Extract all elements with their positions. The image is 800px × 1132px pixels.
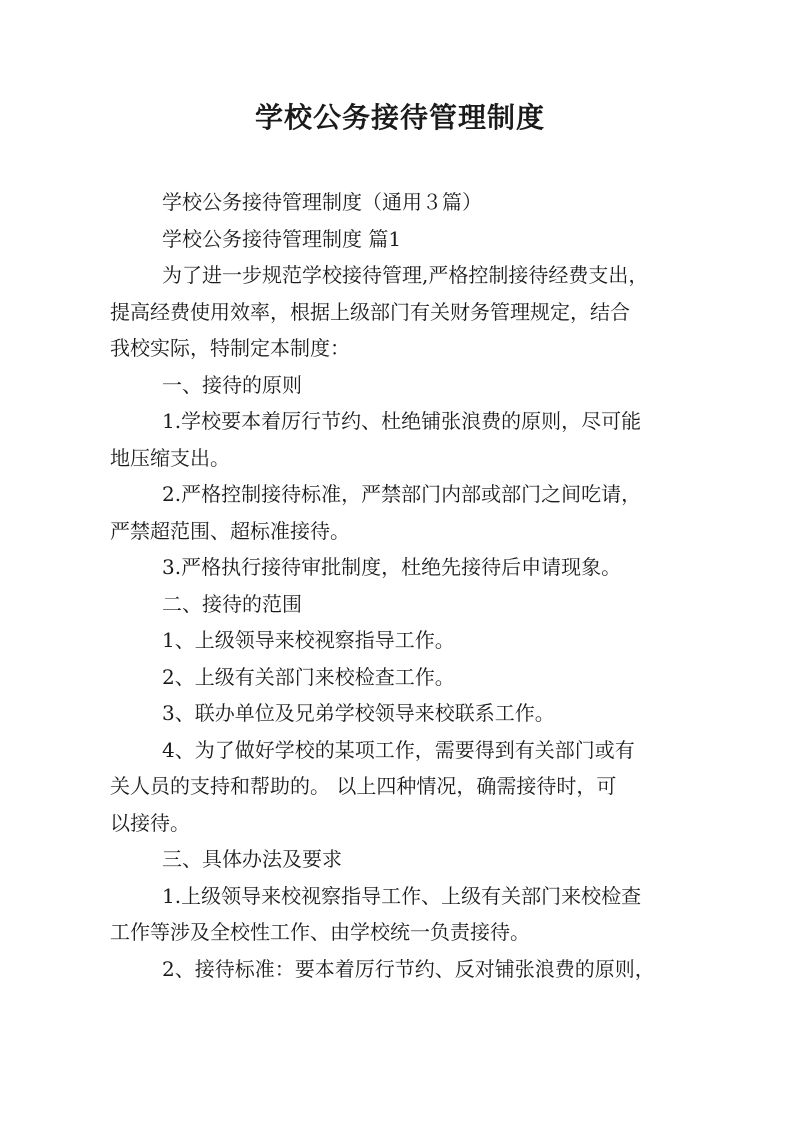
page-title: 学校公务接待管理制度: [254, 101, 545, 134]
text-line: 一、接待的原则: [162, 372, 302, 397]
text-line: 为了进一步规范学校接待管理,严格控制接待经费支出，: [162, 263, 649, 287]
text-line: 三、具体办法及要求: [162, 847, 342, 871]
text-line: 2、上级有关部门来校检查工作。: [162, 664, 455, 689]
text-line: 二、接待的范围: [162, 591, 302, 616]
text-line: 1.上级领导来校视察指导工作、上级有关部门来校检查: [162, 883, 642, 908]
text-line: 严禁超范围、超标准接待。: [110, 518, 350, 543]
text-line: 关人员的支持和帮助的。 以上四种情况，确需接待时，可: [110, 774, 617, 798]
text-line: 提高经费使用效率，根据上级部门有关财务管理规定，结合: [110, 299, 630, 324]
text-line: 4、为了做好学校的某项工作，需要得到有关部门或有: [162, 737, 635, 762]
text-line: 我校实际，特制定本制度：: [110, 336, 350, 360]
text-line: 1、上级领导来校视察指导工作。: [162, 628, 455, 652]
text-line: 学校公务接待管理制度（通用３篇）: [162, 190, 482, 214]
text-line: 工作等涉及全校性工作、由学校统一负责接待。: [110, 920, 530, 944]
document-body: [110, 184, 690, 987]
text-line: 学校公务接待管理制度 篇1: [162, 226, 402, 251]
text-line: 3、联办单位及兄弟学校领导来校联系工作。: [162, 701, 555, 725]
text-line: 以接待。: [110, 810, 190, 835]
text-line: 2.严格控制接待标准，严禁部门内部或部门之间吃请，: [162, 482, 642, 506]
text-line: 1.学校要本着厉行节约、杜绝铺张浪费的原则，尽可能: [162, 409, 642, 433]
text-line: 3.严格执行接待审批制度，杜绝先接待后申请现象。: [162, 555, 622, 579]
text-line: 地压缩支出。: [110, 445, 230, 470]
text-line: 2、接待标准：要本着厉行节约、反对铺张浪费的原则，: [162, 956, 655, 981]
